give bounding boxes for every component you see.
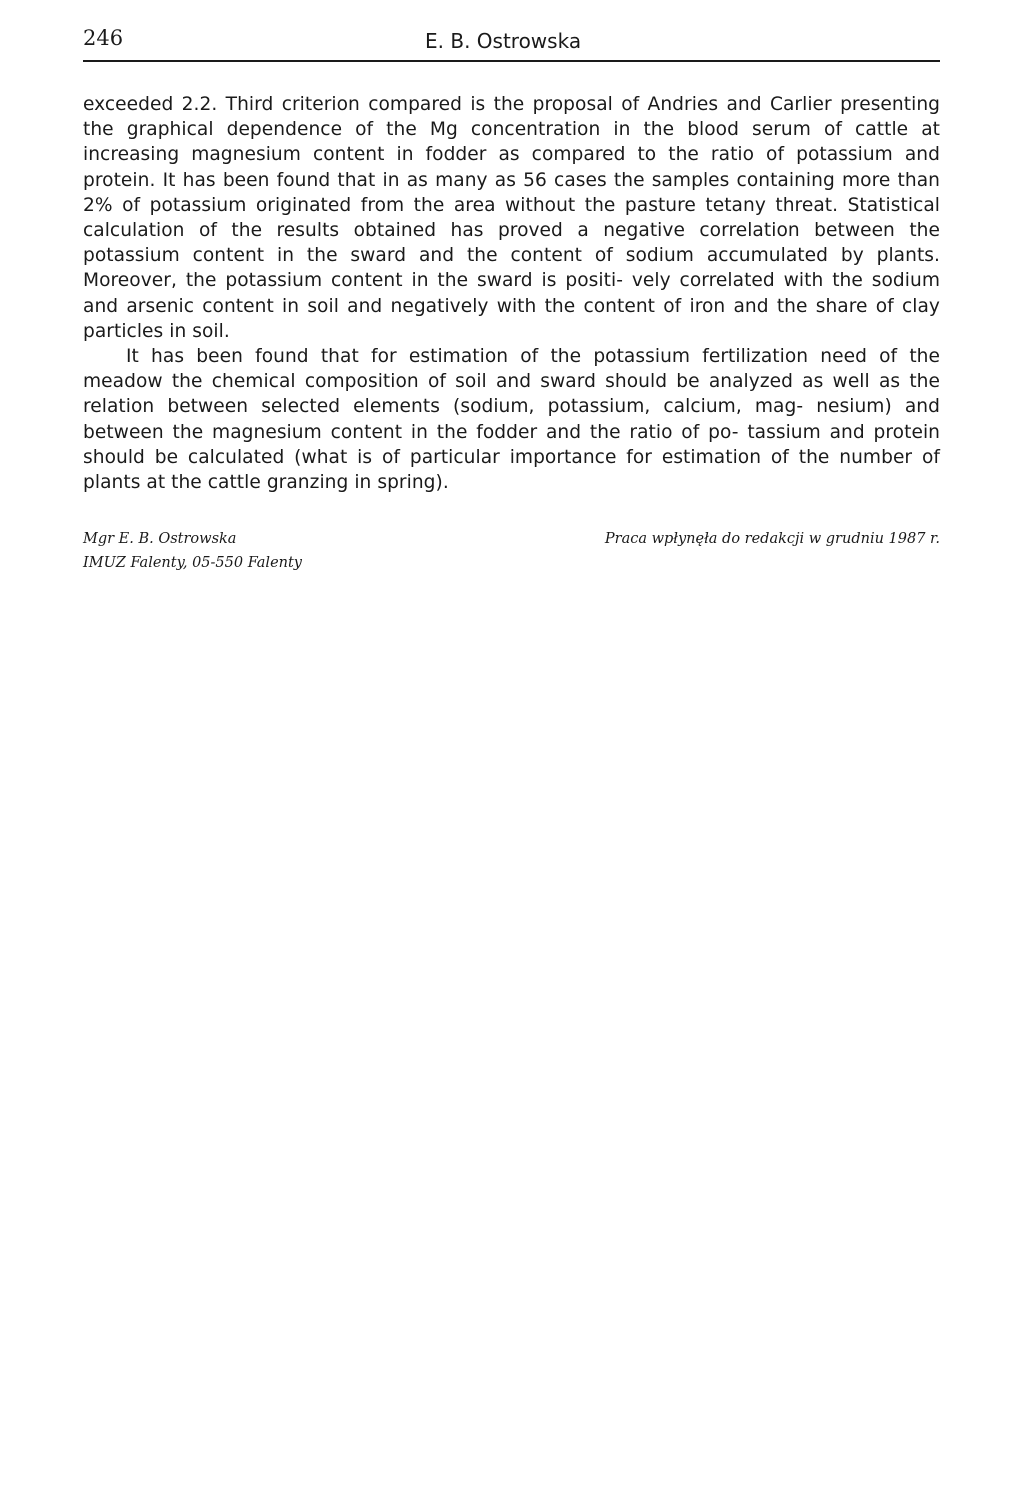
page-content <box>83 24 940 577</box>
author-block <box>83 527 302 575</box>
running-header <box>83 24 940 62</box>
author-affiliation: IMUZ Falenty, 05-550 Falenty <box>83 555 303 572</box>
received-date-note: Praca wpłynęła do redakcji w grudniu 1987 r. <box>604 531 940 548</box>
article-body <box>83 92 940 495</box>
body-paragraph-1: exceeded 2.2. Third criterion compared is the proposal of Andries and Carlier presenting the graphical dependence of the Mg concentration in the blood serum of cattle at increasing magnesium content in fodder as compared to the ratio of potassium and protein. It has been found that in as many as 56 cases the samples containing more than 2% of potassium originated from the area without the pasture tetany threat. Statistical calculation of the results obtained has proved a negative correlation between the potassium content in the sward and the content of sodium accumulated by plants. Moreover, the potassium content in the sward is positi- vely correlated with the sodium and arsenic content in soil and negatively with the content of iron and the share of clay particles in soil. <box>83 94 940 342</box>
header-author: E. B. Ostrowska <box>425 29 582 53</box>
author-name: Mgr E. B. Ostrowska <box>83 531 237 548</box>
article-footer <box>83 527 940 577</box>
page-number: 246 <box>83 26 124 50</box>
body-paragraph-2: It has been found that for estimation of the potassium fertilization need of the meadow the chemical composition of soil and sward should be analyzed as well as the relation between selected elements (sodium, potassium, calcium, mag- nesium) and between the magnesium content in the fodder and the ratio of po- tassium and protein should be calculated (what is of particular importance for estimation of the number of plants at the cattle granzing in spring). <box>83 346 940 494</box>
